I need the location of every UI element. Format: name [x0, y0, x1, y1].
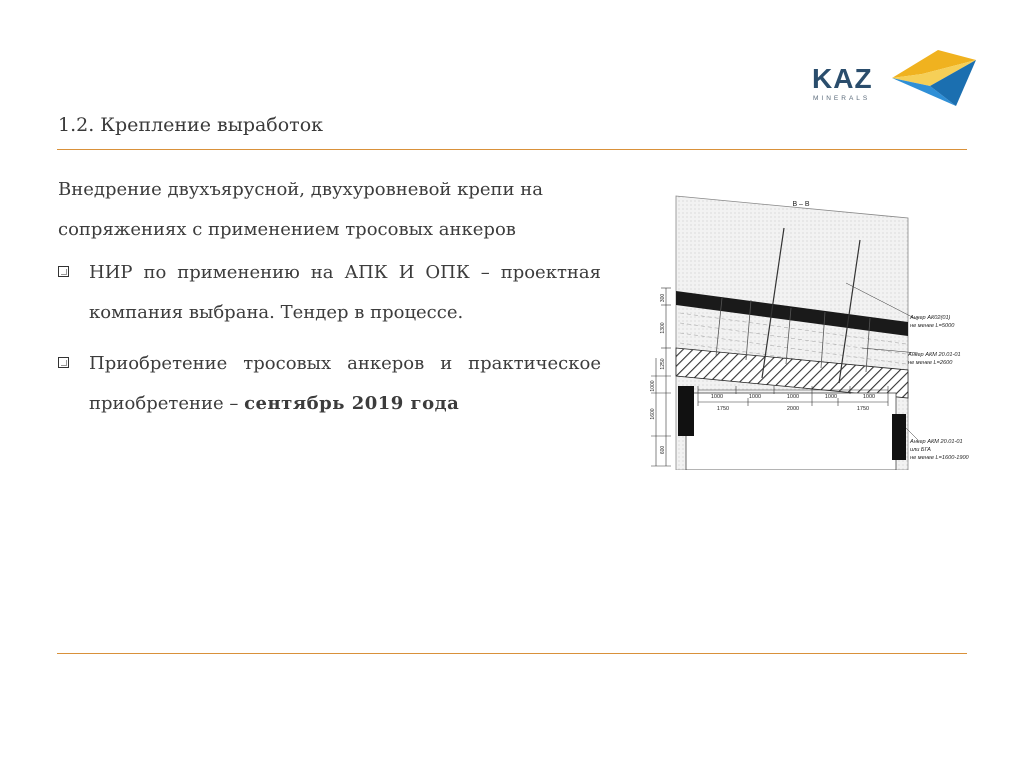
- right-pillar: [892, 414, 906, 460]
- dim-label: 2000: [786, 406, 800, 412]
- dim-label: 1250: [660, 358, 666, 370]
- checkbox-bullet-icon: [58, 357, 69, 368]
- dim-label: 1000: [862, 394, 876, 400]
- section-label: В – В: [792, 201, 810, 208]
- dim-label: 1000: [710, 394, 724, 400]
- callout-1-line1: Анкер АК02(01): [910, 315, 951, 321]
- dim-label: 600: [660, 445, 666, 455]
- slide-body: [58, 170, 601, 435]
- dim-label: 1600: [650, 408, 656, 420]
- dim-label: 1300: [660, 322, 666, 334]
- logo-mark-icon: [870, 46, 978, 110]
- intro-paragraph: Внедрение двухъярусной, двухуровневой крепи на сопряжениях с применением тросовых анкеров: [58, 179, 543, 240]
- bullet-item: [58, 344, 601, 424]
- left-pillar: [678, 386, 694, 436]
- bullet-emphasis: сентябрь 2019 года: [244, 393, 460, 414]
- callout-3-line1: Анкер АКМ 20.01-01: [910, 439, 963, 445]
- callout-2-line1: Анкер АКМ 20.01-01: [908, 352, 961, 358]
- callout-2-line2: не менее L=2600: [908, 360, 953, 366]
- dim-label: 300: [660, 293, 666, 303]
- logo-subtext: MINERALS: [813, 95, 871, 102]
- bullet-item: [58, 253, 601, 333]
- excavation-opening: [686, 393, 896, 470]
- anchor-support-drawing: [626, 188, 982, 470]
- bullet-text: Приобретение тросовых анкеров и практическое приобретение –: [89, 353, 601, 414]
- dim-label: 1750: [856, 406, 870, 412]
- dim-label: 1000: [824, 394, 838, 400]
- callout-1-line2: не менее L=5000: [910, 323, 955, 329]
- callout-3-line3: не менее L=1600-1900: [910, 455, 969, 461]
- header-divider: [57, 149, 967, 150]
- callout-3-line2: или БГА: [910, 447, 931, 453]
- slide-title: 1.2. Крепление выработок: [58, 114, 324, 136]
- dim-label: 1750: [716, 406, 730, 412]
- dim-label: 1000: [786, 394, 800, 400]
- bullet-text: НИР по применению на АПК И ОПК – проектная компания выбрана. Тендер в процессе.: [89, 262, 601, 323]
- dim-label: 1000: [748, 394, 762, 400]
- footer-divider: [57, 653, 967, 654]
- dim-label: 1000: [650, 380, 656, 392]
- logo-text: KAZ: [812, 63, 873, 94]
- checkbox-bullet-icon: [58, 266, 69, 277]
- kaz-minerals-logo: [808, 46, 978, 110]
